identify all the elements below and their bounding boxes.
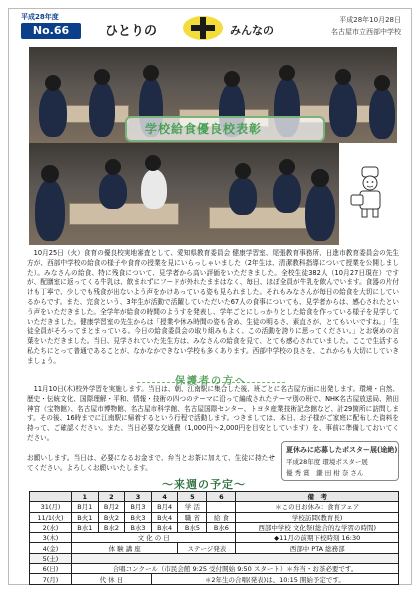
- schedule-row: [30, 512, 399, 522]
- schedule-date: 3(木): [30, 533, 72, 543]
- schedule-cell: B火2: [98, 512, 125, 522]
- weekly-schedule-table: [29, 491, 399, 585]
- schedule-header-cell: 1: [72, 492, 99, 502]
- student-head: [235, 163, 251, 179]
- schedule-date: 2(水): [30, 522, 72, 532]
- next-week-title: ～来週の予定～: [162, 478, 246, 491]
- student-head: [105, 159, 121, 175]
- student-figure: [39, 87, 67, 137]
- schedule-header-cell: 4: [151, 492, 178, 502]
- schedule-date: 7(月): [30, 574, 72, 584]
- newsletter-page: [8, 8, 412, 585]
- schedule-header-cell: 2: [98, 492, 125, 502]
- schedule-cell: B水3: [125, 522, 152, 532]
- schedule-header-row: [30, 492, 399, 502]
- schedule-row: [30, 564, 399, 574]
- next-week-heading: [115, 473, 293, 489]
- section-title-parents: [137, 369, 285, 387]
- schedule-cell: B月3: [125, 502, 152, 512]
- student-head: [45, 75, 61, 91]
- issue-date: 平成28年10月28日: [339, 16, 401, 24]
- schedule-cell: B月4: [151, 502, 178, 512]
- title-left-text: ひとりの: [105, 24, 158, 39]
- schedule-cell: 合唱コンクール（市民会館 9:25 受付開始 9:50 スタート）＊弁当・お茶必要です。: [72, 564, 399, 574]
- schedule-cell: B水2: [98, 522, 125, 532]
- teacher-figure: [141, 169, 167, 209]
- schedule-header-cell: 3: [125, 492, 152, 502]
- schedule-cell: B火4: [151, 512, 178, 522]
- schedule-note: 西部中 PTA 総務部: [236, 543, 399, 553]
- schedule-date: 5(土): [30, 553, 72, 563]
- student-figure: [305, 183, 335, 241]
- teacher-head: [145, 155, 161, 171]
- schedule-cell: [72, 553, 399, 563]
- award-banner-text: 学校給食優良校表彰: [145, 122, 263, 136]
- newsletter-title: [105, 13, 285, 43]
- lunch-server-icon: [347, 165, 393, 219]
- student-figure: [35, 179, 65, 241]
- issue-meta: [331, 15, 401, 37]
- schedule-cell: 給 食: [207, 512, 236, 522]
- schedule-row: [30, 574, 399, 584]
- schedule-cell: 文 化 の 日: [72, 533, 236, 543]
- classroom-photo-lunch: [29, 143, 339, 245]
- issue-block: [21, 12, 91, 42]
- plus-logo-icon: [181, 13, 225, 43]
- schedule-note: 西部中学校 文化祭(総合的な学習の時間): [236, 522, 399, 532]
- schedule-row: [30, 533, 399, 543]
- photo-scene: [29, 143, 339, 245]
- article-request: お願いします。当日は、必要になるお金まで、弁当とお茶に加えて、生徒に持たせてください。よろしくお願いいたします。: [27, 454, 275, 472]
- student-head: [41, 165, 59, 183]
- schedule-cell: B水1: [72, 522, 99, 532]
- school-name: 名古屋市立西部中学校: [331, 28, 401, 36]
- schedule-cell: B水6: [207, 522, 236, 532]
- article-field-trip: 11月10日(木)校外学習を実施します。当日は、朝、江南駅に集合した後、班ごとに名古屋方面に出発します。環境・自然、歴史・伝統文化、国際理解・平和、情報・技術の四つのテーマに沿って編成されたテーマ別の班で、NHK名古屋放送局、熱田神宮（宝物館）、名古屋市博物館、名古屋市科学館、名古屋国際センター、トヨタ産業技術記念館など、計29箇所に訪問します。その後、16時までに江南駅に帰着するという行程で活動します。つきましては、本日、お子様がご家庭に配布した資料を持って、ご確認ください。また、当日必要な交通費（1,000円～2,000円を目安としています）を、事前に準備しておいてください。: [27, 385, 399, 442]
- schedule-note: 学校訪問(教育長): [236, 512, 399, 522]
- student-figure: [273, 173, 301, 213]
- poster-award-line2: 優 秀 賞 鎌 田 柑 奈 さん: [286, 469, 364, 477]
- poster-award-title: 夏休みに応募したポスター展(途絶): [286, 446, 398, 454]
- student-figure: [329, 81, 357, 137]
- schedule-cell: B火1: [72, 512, 99, 522]
- poster-award-box: [281, 441, 399, 481]
- student-head: [143, 65, 159, 81]
- student-figure: [369, 87, 395, 139]
- schedule-row: [30, 543, 399, 553]
- schedule-date: 31(月): [30, 502, 72, 512]
- schedule-cell: 職 省: [178, 512, 207, 522]
- schedule-date: 11/1(火): [30, 512, 72, 522]
- student-figure: [229, 177, 257, 215]
- schedule-cell: 体 験 講 座: [72, 543, 178, 553]
- section-title-text: 保護者の方へ: [175, 376, 247, 387]
- issue-number: No.66: [21, 23, 81, 39]
- schedule-cell: B水5: [178, 522, 207, 532]
- lunch-table: [209, 207, 319, 229]
- schedule-cell: ステージ発表: [178, 543, 236, 553]
- schedule-header-cell: 6: [207, 492, 236, 502]
- schedule-cell: ＊2年生の合唱(発表)は、10:15 開始予定です。: [151, 574, 398, 584]
- student-figure: [89, 81, 115, 137]
- article-award-visit: 10月25日（火）食育の優良校実地審査として、愛知県教育委員会 健康学習室、尾張教育事務所、日進市教育委員会の先生方が、西部中学校の給食の様子や食育の授業を見にいらっしゃいました（2年生は、清潔教科指導について授業を公開しました）。みなさんの給食、特に残食について、見学者から高い評価をいただきました。全校生徒382人（10月27日現在）ですが、配膳室に返ってくる牛乳は、飲まれずにフードが外れたままはなく、毎日、ほぼ全員が牛乳を飲んでいます。食器の片付けも丁寧で、少しでも残食が出ないよう声をかけあっている姿も見られました。それもみなさんが毎日の給食を大切にしているからです。また、完食という、3年生が活動で活躍していただいた67人の食事についても、見学者からは、感心されたという声をいただきました。全学年が給食の時間のようすを発表し、学年ごとにしっかりとした給食を作っている様子を見学していただきました。健康学習室の先生からは「授業や休み時間の姿も含め、生徒の明るさ、素直さが、とてもいいですね。」「生徒全員がそろってまとまっている。今日の給食委員会の取り組みもよく、この活動を誇りに思ってください。」とお褒めの言葉をいただきました。当日、見学されていた先生方は、みなさんの給食を見て、とても感心されていました。ここで生活する私たちにとって普通であることが、なかなかできない学校も多くあります。西部中学校の良さを、これからも大切にしていきましょう。: [27, 249, 399, 365]
- lunch-table: [69, 203, 179, 225]
- newsletter-header: [9, 9, 413, 47]
- schedule-cell: B火3: [125, 512, 152, 522]
- schedule-row: [30, 522, 399, 532]
- schedule-row: [30, 502, 399, 512]
- student-figure: [99, 173, 127, 209]
- schedule-date: 4(金): [30, 543, 72, 553]
- student-head: [279, 65, 295, 81]
- series-label: 平成28年度: [21, 13, 59, 21]
- title-right-text: みんなの: [230, 24, 274, 37]
- schedule-row: [30, 553, 399, 563]
- schedule-header-cell: 備 考: [236, 492, 399, 502]
- schedule-cell: [207, 502, 236, 512]
- student-head: [94, 69, 110, 85]
- schedule-note: ＊この日お休み：食育フェア: [236, 502, 399, 512]
- schedule-cell: 代 休 日: [72, 574, 152, 584]
- schedule-cell: B水4: [151, 522, 178, 532]
- poster-award-line1: 平成28年度 環境ポスター展: [286, 458, 368, 466]
- student-head: [279, 159, 295, 175]
- student-head: [374, 75, 390, 91]
- schedule-header-cell: 5: [178, 492, 207, 502]
- schedule-cell: 学 活: [178, 502, 207, 512]
- schedule-cell: B月2: [98, 502, 125, 512]
- student-head: [224, 71, 240, 87]
- schedule-header-cell: [30, 492, 72, 502]
- student-head: [311, 169, 329, 187]
- schedule-note: ◆11月の前期下校時刻 16:30: [236, 533, 399, 543]
- classroom-photo-top: [29, 47, 397, 143]
- schedule-cell: B月1: [72, 502, 99, 512]
- award-banner: [125, 116, 325, 142]
- schedule-date: 6(日): [30, 564, 72, 574]
- student-head: [335, 69, 351, 85]
